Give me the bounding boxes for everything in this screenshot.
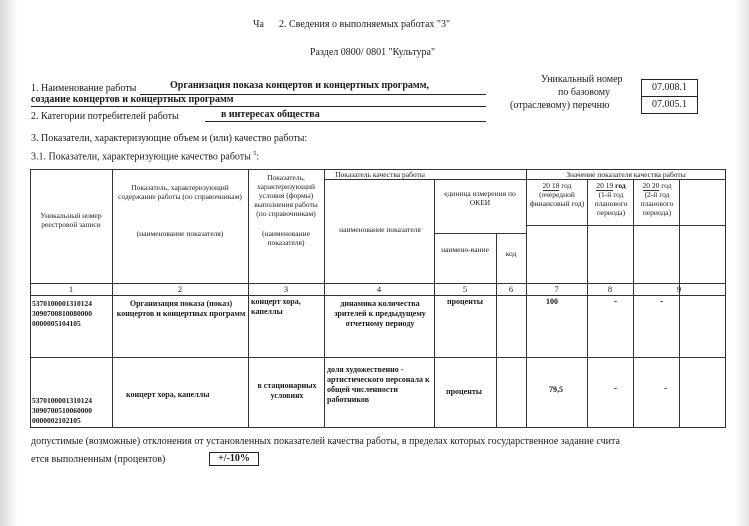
consumers-underline: [205, 121, 486, 122]
header-values: Значение показателя качества работы: [566, 170, 686, 179]
unique-number-label-3: (отраслевому) перечню: [510, 100, 610, 111]
row-1-conditions: концерт хора, капеллы: [251, 297, 301, 316]
colnum-8: 8: [607, 284, 613, 294]
year-2-suffix: год: [615, 181, 626, 190]
unique-number-label-2: по базовому: [558, 87, 611, 98]
row-2-indicator: доля художественно - артистического персонала к общей численности работников: [327, 365, 430, 404]
section-31-colon: :: [256, 151, 260, 163]
row-1-value-2: -: [614, 296, 617, 306]
deviation-line-1: допустимые (возможные) отклонения от установленных показателей качества работы, в пределах которых государственное задание счита: [31, 436, 620, 447]
header-year-2: [589, 181, 633, 217]
row-2-code: 5370100001310124 3090700510060000 0000002102105: [32, 396, 92, 425]
section-31-text: 3.1. Показатели, характеризующие качество работы: [31, 151, 251, 163]
header-year-3: [635, 181, 679, 217]
year-1-desc: (очередной финансовый год): [529, 190, 585, 208]
header-quality: Показатель качества работы: [335, 170, 425, 179]
work-name-label: 1. Наименование работы: [31, 83, 137, 94]
deviation-value: +/-10%: [209, 452, 259, 466]
row-1-content: Организация показа (показ) концертов и концертных программ: [116, 299, 246, 318]
section-31-title: [31, 151, 259, 162]
colnum-4: 4: [376, 284, 382, 294]
colnum-3: 3: [283, 284, 289, 294]
consumers-label: 2. Категории потребителей работы: [31, 111, 179, 122]
code-1: 07.008.1: [642, 80, 697, 97]
work-name-value-1: Организация показа концертов и концертных программ,: [170, 80, 430, 91]
code-2: 07.005.1: [652, 99, 687, 110]
header-content-sub: (наименование показателя): [136, 229, 224, 238]
row-1-value-1: 100: [546, 297, 558, 306]
consumers-value: в интересах общества: [221, 109, 320, 120]
header-conditions-sub: (наименование показателя): [262, 229, 310, 247]
row-2-value-2: -: [614, 383, 617, 393]
row-2-unit: проценты: [446, 387, 483, 396]
row-1-indicator: динамика количества зрителей к предыдущему отчетному периоду: [334, 299, 426, 328]
unique-number-label-1: Уникальный номер: [541, 74, 623, 85]
section-title: Раздел 0800/ 0801 "Культура": [310, 47, 436, 58]
section-31-footnote: 5: [253, 151, 257, 157]
year-3-num: 20 20: [642, 181, 660, 190]
part-title: 2. Сведения о выполняемых работах "3": [279, 19, 451, 30]
year-2-num: 20 19: [596, 181, 614, 190]
row-2-value-1: 79,5: [549, 385, 563, 394]
header-unit-code: код: [505, 249, 517, 258]
row-2-content: концерт хора, капеллы: [126, 390, 210, 399]
header-conditions: Показатель, характеризующий условия (формы) выполнения работы (по справочникам): [254, 173, 318, 218]
row-2-conditions: в стационарных условиях: [257, 381, 317, 400]
part-prefix: Ча: [253, 19, 264, 30]
work-name-underline-2: [31, 106, 486, 107]
row-1-unit: проценты: [447, 297, 484, 306]
row-2-value-3: -: [664, 383, 667, 393]
colnum-1: 1: [68, 284, 74, 294]
work-name-value-2: создание концертов и концертных программ: [31, 94, 234, 105]
colnum-7: 7: [554, 284, 559, 294]
year-1-num: 20 18: [542, 181, 560, 190]
colnum-9: 9: [676, 284, 682, 294]
header-quality-name: наименование показателя: [339, 225, 421, 234]
colnum-5: 5: [462, 284, 468, 294]
header-year-1: [528, 181, 586, 208]
header-unit-name: наимено-вание: [441, 245, 489, 254]
colnum-2: 2: [177, 284, 183, 294]
header-content: Показатель, характеризующий содержание работы (по справочникам): [118, 183, 242, 201]
year-3-suffix: год: [661, 181, 672, 190]
year-1-suffix: год: [561, 181, 572, 190]
colnum-6: 6: [508, 284, 514, 294]
year-3-desc: (2-й год планового периода): [640, 190, 674, 217]
section-3-title: 3. Показатели, характеризующие объем и (или) качество работы:: [31, 133, 308, 144]
year-2-desc: (1-й год планового периода): [594, 190, 628, 217]
deviation-line-2: ется выполненным (процентов): [31, 454, 166, 465]
header-unique-number: Уникальный номер реестровой записи: [40, 211, 102, 229]
quality-table: [30, 169, 726, 427]
row-1-value-3: -: [660, 296, 663, 306]
header-unit: единица измерения по ОКЕИ: [444, 189, 516, 207]
row-1-code: 5370100001310124 3090700810080000 0000005104105: [32, 299, 92, 328]
code-box: [641, 79, 698, 114]
